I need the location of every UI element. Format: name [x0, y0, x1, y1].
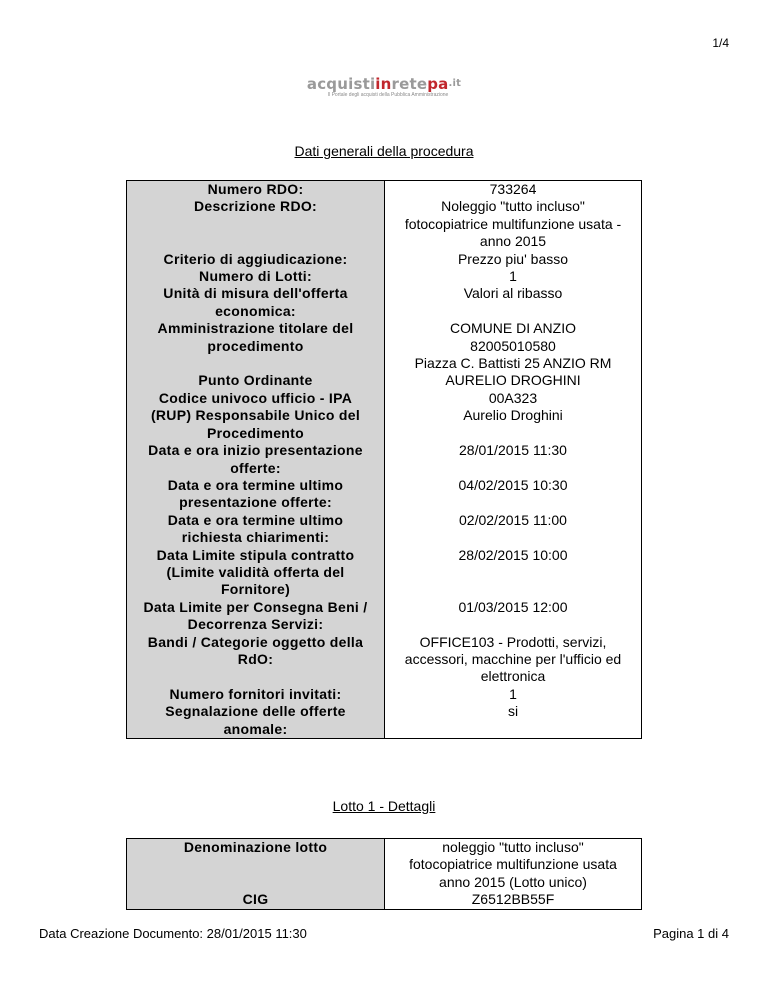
row-clarif	[127, 512, 642, 547]
label-end: Data e ora termine ultimo presentazione offerte:	[127, 477, 385, 512]
label-ordering-point: Punto Ordinante	[127, 372, 385, 389]
row-lot-name	[127, 839, 642, 892]
label-rdo-number: Numero RDO:	[127, 181, 385, 199]
row-anomalous	[127, 703, 642, 738]
label-anomalous: Segnalazione delle offerte anomale:	[127, 703, 385, 738]
value-categories: OFFICE103 - Prodotti, servizi, accessori, macchine per l'ufficio ed elettronica	[385, 634, 642, 686]
label-suppliers: Numero fornitori invitati:	[127, 686, 385, 703]
row-suppliers	[127, 686, 642, 703]
value-lot-name: noleggio "tutto incluso" fotocopiatrice multifunzione usata anno 2015 (Lotto unico)	[385, 839, 642, 892]
value-suppliers: 1	[385, 686, 642, 703]
label-clarif: Data e ora termine ultimo richiesta chiarimenti:	[127, 512, 385, 547]
row-ipa	[127, 390, 642, 407]
row-lots	[127, 268, 642, 285]
row-unit	[127, 285, 642, 320]
row-contract	[127, 547, 642, 599]
value-ordering-point: AURELIO DROGHINI	[385, 372, 642, 389]
row-rup	[127, 407, 642, 442]
value-admin: COMUNE DI ANZIO 82005010580 Piazza C. Battisti 25 ANZIO RM	[385, 320, 642, 372]
row-criterion	[127, 251, 642, 268]
value-ipa: 00A323	[385, 390, 642, 407]
logo-subtitle: Il Portale degli acquisti della Pubblica Amministrazione	[327, 92, 449, 98]
row-categories	[127, 634, 642, 686]
value-cig: Z6512BB55F	[385, 891, 642, 909]
lot-details-table	[126, 838, 642, 910]
value-criterion: Prezzo piu' basso	[385, 251, 642, 268]
value-end: 04/02/2015 10:30	[385, 477, 642, 512]
acquistinretepa-logo	[0, 76, 768, 98]
label-rdo-description: Descrizione RDO:	[127, 198, 385, 250]
footer-created-date: Data Creazione Documento: 28/01/2015 11:30	[39, 926, 307, 941]
label-categories: Bandi / Categorie oggetto della RdO:	[127, 634, 385, 686]
row-rdo-description	[127, 198, 642, 250]
label-ipa: Codice univoco ufficio - IPA	[127, 390, 385, 407]
page-indicator: 1/4	[712, 36, 729, 50]
value-anomalous: si	[385, 703, 642, 738]
value-unit: Valori al ribasso	[385, 285, 642, 320]
value-rup: Aurelio Droghini	[385, 407, 642, 442]
row-delivery	[127, 599, 642, 634]
value-lots: 1	[385, 268, 642, 285]
label-delivery: Data Limite per Consegna Beni / Decorrenza Servizi:	[127, 599, 385, 634]
value-clarif: 02/02/2015 11:00	[385, 512, 642, 547]
footer-page-number: Pagina 1 di 4	[653, 926, 729, 941]
section-title-general: Dati generali della procedura	[294, 143, 474, 159]
row-ordering-point	[127, 372, 642, 389]
row-cig	[127, 891, 642, 909]
row-admin	[127, 320, 642, 372]
value-start: 28/01/2015 11:30	[385, 442, 642, 477]
label-start: Data e ora inizio presentazione offerte:	[127, 442, 385, 477]
row-start	[127, 442, 642, 477]
label-rup: (RUP) Responsabile Unico del Procedimento	[127, 407, 385, 442]
label-contract: Data Limite stipula contratto (Limite validità offerta del Fornitore)	[127, 547, 385, 599]
label-unit: Unità di misura dell'offerta economica:	[127, 285, 385, 320]
label-cig: CIG	[127, 891, 385, 909]
value-rdo-description: Noleggio "tutto incluso" fotocopiatrice multifunzione usata - anno 2015	[385, 198, 642, 250]
general-data-table	[126, 180, 642, 739]
value-delivery: 01/03/2015 12:00	[385, 599, 642, 634]
section-title-lot: Lotto 1 - Dettagli	[332, 798, 436, 814]
label-admin: Amministrazione titolare del procedimento	[127, 320, 385, 372]
label-lots: Numero di Lotti:	[127, 268, 385, 285]
row-rdo-number	[127, 181, 642, 199]
value-rdo-number: 733264	[385, 181, 642, 199]
row-end	[127, 477, 642, 512]
label-lot-name: Denominazione lotto	[127, 839, 385, 892]
label-criterion: Criterio di aggiudicazione:	[127, 251, 385, 268]
logo-wordmark: acquistiinretepa$^{.it}$	[306, 75, 462, 93]
value-contract: 28/02/2015 10:00	[385, 547, 642, 599]
